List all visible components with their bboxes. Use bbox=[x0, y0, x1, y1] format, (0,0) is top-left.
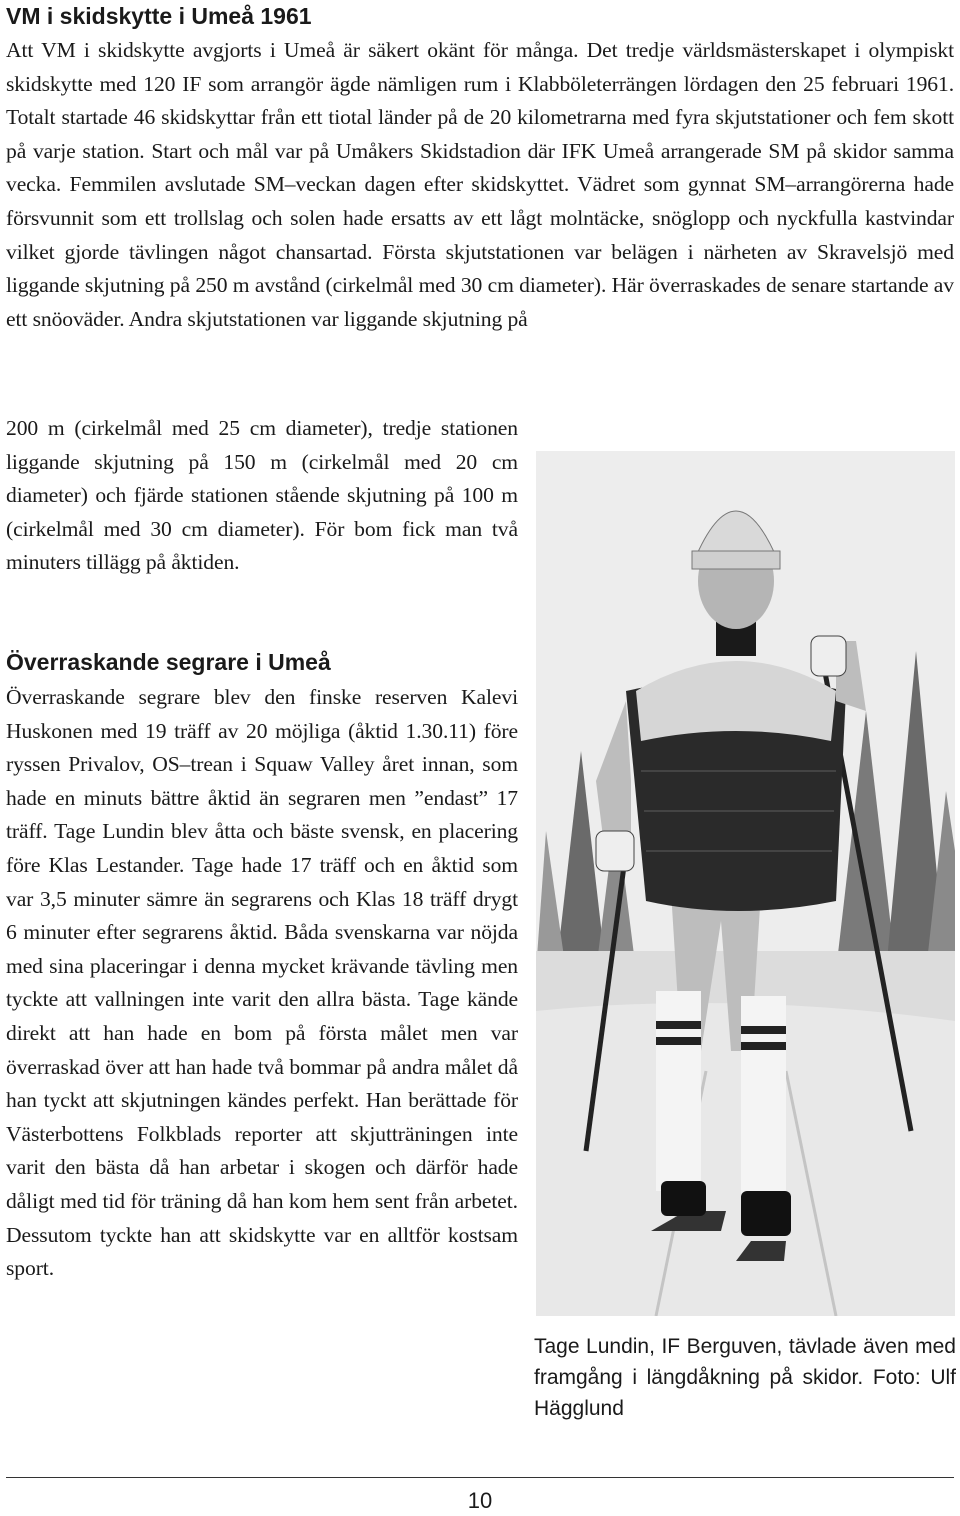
intro-paragraph: Att VM i skidskytte avgjorts i Umeå är säkert okänt för många. Det tredje världsmästerskapet i olympiskt skidskytte med 120 IF som arrangör ägde nämligen rum i Klabböleterrängen lördagen den 25 februari 1961. Totalt startade 46 skidskyttar från ett tiotal länder på de 20 kilometrarna med fyra skjutstationer och fem skott på varje station. Start och mål var på Umåkers Skidstadion där IFK Umeå arrangerade SM på skidor samma vecka. Femmilen avslutade SM–veckan dagen efter skidskyttet. Vädret som gynnat SM–arrangörerna hade försvunnit som ett trollslag och solen hade ersatts av ett lågt molntäcke, snöglopp och nyckfulla kastvindar vilket gjorde tävlingen något chansartad. Första skjutstationen var belägen i närheten av Skravelsjö med liggande skjutning på 250 m avstånd (cirkelmål med 30 cm diameter). Här överraskades de senare startande av ett snöoväder. Andra skjutstationen var liggande skjutning på bbox=[6, 38, 954, 331]
article-title: VM i skidskytte i Umeå 1961 bbox=[6, 3, 312, 29]
footer-rule bbox=[6, 1477, 954, 1478]
intro-paragraph-continued: 200 m (cirkelmål med 25 cm diameter), tredje stationen liggande skjutning på 150 m (cirkelmål med 20 cm diameter) och fjärde stationen stående skjutning på 100 m (cirkelmål med 30 cm diameter). För bom fick man två minuters tillägg på åktiden. bbox=[6, 416, 518, 575]
page-number: 10 bbox=[467, 1488, 493, 1513]
section-heading: Överraskande segrare i Umeå bbox=[6, 649, 331, 675]
skier-photo bbox=[536, 451, 955, 1316]
photo-caption: Tage Lundin, IF Berguven, tävlade även med framgång i längdåkning på skidor. Foto: Ulf Hägglund bbox=[534, 1335, 956, 1420]
result-paragraph: Överraskande segrare blev den finske reserven Kalevi Huskonen med 19 träff av 20 möjliga (åktid 1.30.11) före ryssen Privalov, OS–trean i Squaw Valley året innan, som hade en minuts bättre åktid än segraren men ”endast” 17 träff. Tage Lundin blev åtta och bäste svensk, en placering före Klas Lestander. Tage hade 17 träff och en åktid som var 3,5 minuter sämre än segrarens och Klas 18 träff drygt 6 minuter efter segrarens åktid. Båda svenskarna var nöjda med sina placeringar i denna mycket krävande tävling men tyckte att vallningen inte varit den allra bästa. Tage kände direkt att han hade en bom på första målet men var överraskad över att han hade två bommar på andra målet då han tyckt att skjutningen kändes perfekt. Han berättade för Västerbottens Folkblads reporter att skjutträningen inte varit den bästa då han arbetar i skogen och därför hade dåligt med tid för träning då han kom hem sent från arbetet. Dessutom tyckte han att skidskytte var en alltför kostsam sport. bbox=[6, 685, 518, 1281]
